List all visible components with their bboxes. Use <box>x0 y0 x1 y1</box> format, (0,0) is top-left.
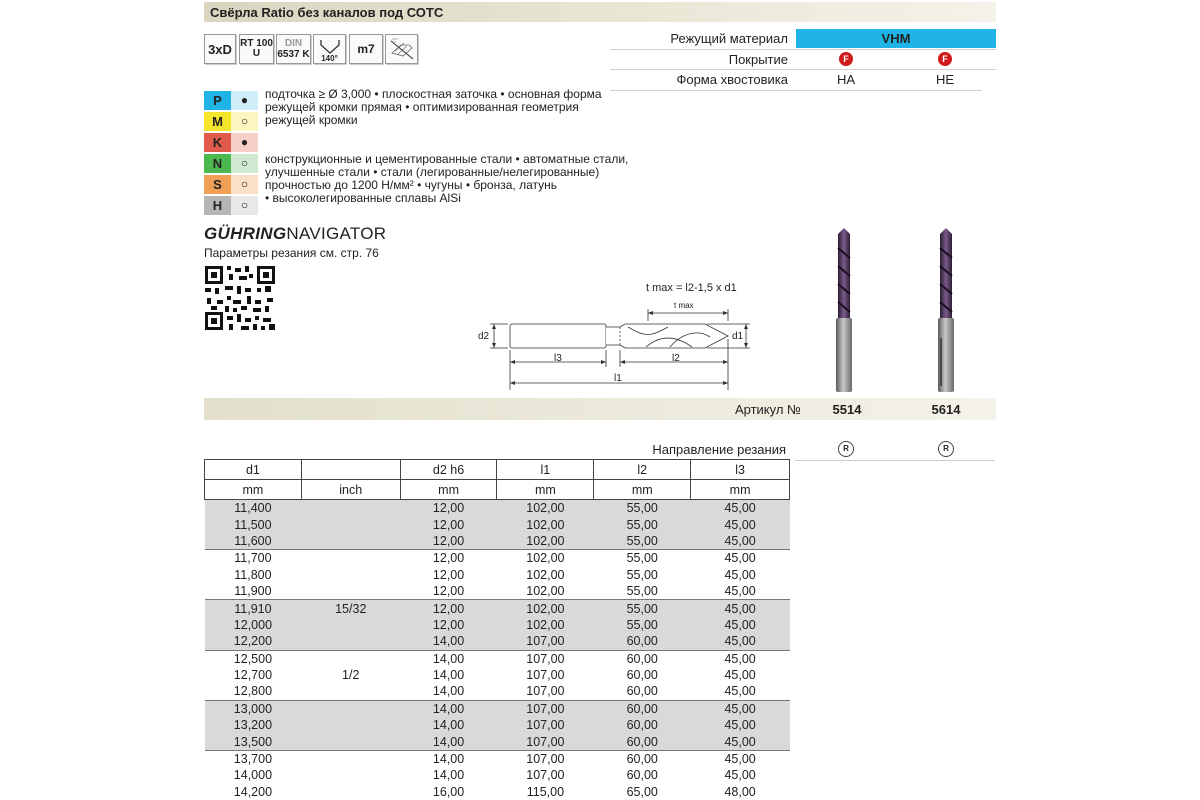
table-cell: 14,200 <box>205 784 302 800</box>
article-5614: 5614 <box>931 402 961 417</box>
table-cell <box>301 650 400 667</box>
table-row <box>205 784 790 800</box>
table-cell <box>301 500 400 517</box>
table-row <box>205 667 790 683</box>
rt100-badge <box>239 34 274 64</box>
table-cell: 14,00 <box>400 767 497 783</box>
cutting-direction-label: Направление резания <box>652 442 786 457</box>
description-line: • высоколегированные сплавы AlSi <box>265 191 461 205</box>
table-cell: 102,00 <box>497 550 594 567</box>
table-cell <box>301 784 400 800</box>
column-header: l2 <box>594 460 691 480</box>
tmax-label: t max <box>674 301 694 310</box>
table-cell: 16,00 <box>400 784 497 800</box>
description-line: режущей кромки прямая • оптимизированная геометрия <box>265 100 579 114</box>
table-cell: 12,500 <box>205 650 302 667</box>
table-cell: 45,00 <box>691 617 790 633</box>
table-cell: 12,00 <box>400 583 497 600</box>
shank-a-value: HA <box>836 72 856 87</box>
iso-letter: H <box>204 196 231 215</box>
table-cell: 60,00 <box>594 750 691 767</box>
iso-letter: S <box>204 175 231 194</box>
divider <box>610 49 996 50</box>
table-cell: 45,00 <box>691 667 790 683</box>
table-header-row <box>205 460 790 480</box>
dimensions-table <box>204 459 790 800</box>
iso-suitability-mark: ○ <box>231 175 258 194</box>
iso-row-s <box>204 175 258 194</box>
coating-a-badge: F <box>839 52 853 66</box>
table-cell: 65,00 <box>594 784 691 800</box>
product-name: NAVIGATOR <box>286 224 387 243</box>
table-cell: 12,200 <box>205 633 302 650</box>
table-cell: 55,00 <box>594 550 691 567</box>
table-cell: 107,00 <box>497 650 594 667</box>
cutting-params-note: Параметры резания см. стр. 76 <box>204 246 379 260</box>
iso-row-h <box>204 196 258 215</box>
table-cell: 60,00 <box>594 733 691 750</box>
table-cell: 12,800 <box>205 683 302 700</box>
title-bar <box>204 2 996 22</box>
table-cell: 12,00 <box>400 617 497 633</box>
no-coolant-icon <box>389 37 415 61</box>
table-cell: 14,00 <box>400 633 497 650</box>
table-cell: 12,000 <box>205 617 302 633</box>
description-line: режущей кромки <box>265 113 358 127</box>
iso-row-k <box>204 133 258 152</box>
unit-header: mm <box>205 480 302 500</box>
no-coolant-badge <box>385 34 418 64</box>
table-cell: 102,00 <box>497 617 594 633</box>
table-cell: 12,00 <box>400 500 497 517</box>
table-cell: 55,00 <box>594 583 691 600</box>
cutting-material-value: VHM <box>796 29 996 48</box>
table-cell <box>301 717 400 733</box>
table-cell: 15/32 <box>301 600 400 617</box>
table-cell: 12,00 <box>400 533 497 550</box>
table-cell: 14,00 <box>400 717 497 733</box>
point-angle-badge <box>313 34 346 64</box>
table-row <box>205 633 790 650</box>
iso-suitability-mark: ● <box>231 91 258 110</box>
table-cell: 45,00 <box>691 550 790 567</box>
angle-label: 140° <box>321 54 338 63</box>
din-label: DIN <box>284 38 303 49</box>
table-cell: 11,500 <box>205 516 302 532</box>
table-cell: 60,00 <box>594 700 691 717</box>
table-cell: 102,00 <box>497 567 594 583</box>
table-row <box>205 733 790 750</box>
table-cell: 11,700 <box>205 550 302 567</box>
iso-suitability-mark: ○ <box>231 154 258 173</box>
table-cell: 12,00 <box>400 600 497 617</box>
description-line: улучшенные стали • стали (легированные/нелегированные) <box>265 165 600 179</box>
table-cell: 45,00 <box>691 733 790 750</box>
table-cell: 45,00 <box>691 683 790 700</box>
description-line: конструкционные и цементированные стали • автоматные стали, <box>265 152 629 166</box>
table-cell: 11,900 <box>205 583 302 600</box>
table-cell: 55,00 <box>594 516 691 532</box>
table-cell: 45,00 <box>691 516 790 532</box>
table-row <box>205 567 790 583</box>
din-number: 6537 K <box>277 49 310 60</box>
l1-label: l1 <box>614 373 622 384</box>
table-cell: 55,00 <box>594 533 691 550</box>
table-row <box>205 767 790 783</box>
table-cell: 14,00 <box>400 650 497 667</box>
geometry-description <box>265 88 602 127</box>
table-cell: 102,00 <box>497 583 594 600</box>
table-cell: 14,00 <box>400 667 497 683</box>
tmax-formula: t max = l2-1,5 x d1 <box>646 282 737 294</box>
depth-label: 3xD <box>208 41 232 57</box>
right-hand-icon: R <box>938 441 954 457</box>
iso-suitability-mark: ○ <box>231 196 258 215</box>
article-label: Артикул № <box>734 402 801 417</box>
table-row <box>205 700 790 717</box>
table-cell: 102,00 <box>497 600 594 617</box>
iso-letter: N <box>204 154 231 173</box>
table-cell <box>301 567 400 583</box>
column-header <box>301 460 400 480</box>
table-cell: 12,00 <box>400 567 497 583</box>
table-cell: 45,00 <box>691 583 790 600</box>
table-cell: 55,00 <box>594 567 691 583</box>
qr-code-icon <box>205 266 275 330</box>
iso-suitability-mark: ○ <box>231 112 258 131</box>
table-cell: 45,00 <box>691 717 790 733</box>
table-row <box>205 650 790 667</box>
iso-material-grid <box>204 91 258 217</box>
table-cell: 14,00 <box>400 750 497 767</box>
table-cell: 102,00 <box>497 533 594 550</box>
unit-header: mm <box>400 480 497 500</box>
table-cell: 12,700 <box>205 667 302 683</box>
table-cell: 14,00 <box>400 700 497 717</box>
table-cell: 45,00 <box>691 700 790 717</box>
table-cell: 55,00 <box>594 617 691 633</box>
unit-header: mm <box>594 480 691 500</box>
table-cell: 107,00 <box>497 750 594 767</box>
table-cell: 48,00 <box>691 784 790 800</box>
table-cell: 107,00 <box>497 683 594 700</box>
table-cell: 107,00 <box>497 700 594 717</box>
table-row <box>205 683 790 700</box>
table-cell <box>301 583 400 600</box>
table-cell <box>301 750 400 767</box>
tolerance-label: m7 <box>357 42 375 56</box>
cutting-material-label: Режущий материал <box>670 31 788 46</box>
unit-header: inch <box>301 480 400 500</box>
unit-header: mm <box>497 480 594 500</box>
iso-row-n <box>204 154 258 173</box>
column-header: d1 <box>205 460 302 480</box>
rt100-label: RT 100 <box>240 38 273 49</box>
table-cell <box>301 516 400 532</box>
table-cell: 45,00 <box>691 600 790 617</box>
table-row <box>205 717 790 733</box>
coating-label: Покрытие <box>728 52 788 67</box>
table-cell: 60,00 <box>594 650 691 667</box>
table-cell: 45,00 <box>691 650 790 667</box>
rt100-sub-label: U <box>252 48 261 59</box>
table-cell: 14,000 <box>205 767 302 783</box>
table-cell: 14,00 <box>400 733 497 750</box>
d1-label: d1 <box>732 331 744 342</box>
table-cell <box>301 533 400 550</box>
table-cell: 12,00 <box>400 550 497 567</box>
table-cell: 45,00 <box>691 633 790 650</box>
table-cell: 45,00 <box>691 767 790 783</box>
unit-header: mm <box>691 480 790 500</box>
table-cell: 60,00 <box>594 667 691 683</box>
table-row <box>205 550 790 567</box>
table-cell: 13,200 <box>205 717 302 733</box>
table-cell: 60,00 <box>594 633 691 650</box>
materials-description <box>265 153 628 205</box>
navigator-logo <box>204 224 386 244</box>
drill-dimension-drawing <box>470 275 760 390</box>
table-cell: 45,00 <box>691 533 790 550</box>
table-cell: 13,000 <box>205 700 302 717</box>
table-cell: 11,910 <box>205 600 302 617</box>
table-row <box>205 500 790 517</box>
iso-row-p <box>204 91 258 110</box>
table-cell: 1/2 <box>301 667 400 683</box>
iso-letter: P <box>204 91 231 110</box>
table-cell <box>301 700 400 717</box>
table-row <box>205 583 790 600</box>
table-row <box>205 533 790 550</box>
right-hand-icon: R <box>838 441 854 457</box>
table-cell: 55,00 <box>594 600 691 617</box>
table-cell: 107,00 <box>497 667 594 683</box>
table-cell: 14,00 <box>400 683 497 700</box>
table-cell: 55,00 <box>594 500 691 517</box>
table-cell: 12,00 <box>400 516 497 532</box>
table-row <box>205 750 790 767</box>
column-header: d2 h6 <box>400 460 497 480</box>
table-cell: 102,00 <box>497 516 594 532</box>
l2-label: l2 <box>672 353 680 364</box>
table-cell: 60,00 <box>594 717 691 733</box>
article-5514: 5514 <box>832 402 862 417</box>
divider <box>795 460 995 461</box>
drill-5614-image <box>930 228 962 393</box>
table-cell <box>301 550 400 567</box>
table-cell: 11,400 <box>205 500 302 517</box>
page-title: Свёрла Ratio без каналов под СОТС <box>210 5 444 20</box>
table-cell <box>301 733 400 750</box>
table-cell: 11,600 <box>205 533 302 550</box>
table-cell: 60,00 <box>594 683 691 700</box>
iso-letter: M <box>204 112 231 131</box>
table-cell <box>301 617 400 633</box>
point-angle-icon <box>318 40 342 54</box>
column-header: l3 <box>691 460 790 480</box>
table-cell: 45,00 <box>691 750 790 767</box>
drill-5514-image <box>828 228 860 393</box>
table-cell: 107,00 <box>497 733 594 750</box>
description-line: подточка ≥ Ø 3,000 • плоскостная заточка • основная форма <box>265 87 602 101</box>
brand-name: GÜHRING <box>204 224 287 243</box>
table-cell <box>301 633 400 650</box>
table-cell: 107,00 <box>497 717 594 733</box>
table-row <box>205 600 790 617</box>
table-cell: 45,00 <box>691 500 790 517</box>
table-cell <box>301 683 400 700</box>
table-cell: 60,00 <box>594 767 691 783</box>
article-bar <box>204 398 996 420</box>
table-row <box>205 516 790 532</box>
table-cell: 107,00 <box>497 633 594 650</box>
iso-letter: K <box>204 133 231 152</box>
table-cell: 115,00 <box>497 784 594 800</box>
din-badge <box>276 34 311 64</box>
table-cell: 102,00 <box>497 500 594 517</box>
shank-b-value: HE <box>935 72 955 87</box>
table-row <box>205 617 790 633</box>
depth-badge <box>204 34 236 64</box>
table-cell: 45,00 <box>691 567 790 583</box>
l3-label: l3 <box>554 353 562 364</box>
column-header: l1 <box>497 460 594 480</box>
tolerance-badge <box>349 34 383 64</box>
table-cell: 13,700 <box>205 750 302 767</box>
iso-row-m <box>204 112 258 131</box>
table-cell: 107,00 <box>497 767 594 783</box>
table-cell: 11,800 <box>205 567 302 583</box>
divider <box>610 90 982 91</box>
description-line: прочностью до 1200 Н/мм² • чугуны • бронза, латунь <box>265 178 557 192</box>
shank-label: Форма хвостовика <box>676 72 788 87</box>
divider <box>610 69 996 70</box>
table-units-row <box>205 480 790 500</box>
d2-label: d2 <box>478 331 490 342</box>
iso-suitability-mark: ● <box>231 133 258 152</box>
table-cell: 13,500 <box>205 733 302 750</box>
table-cell <box>301 767 400 783</box>
coating-b-badge: F <box>938 52 952 66</box>
